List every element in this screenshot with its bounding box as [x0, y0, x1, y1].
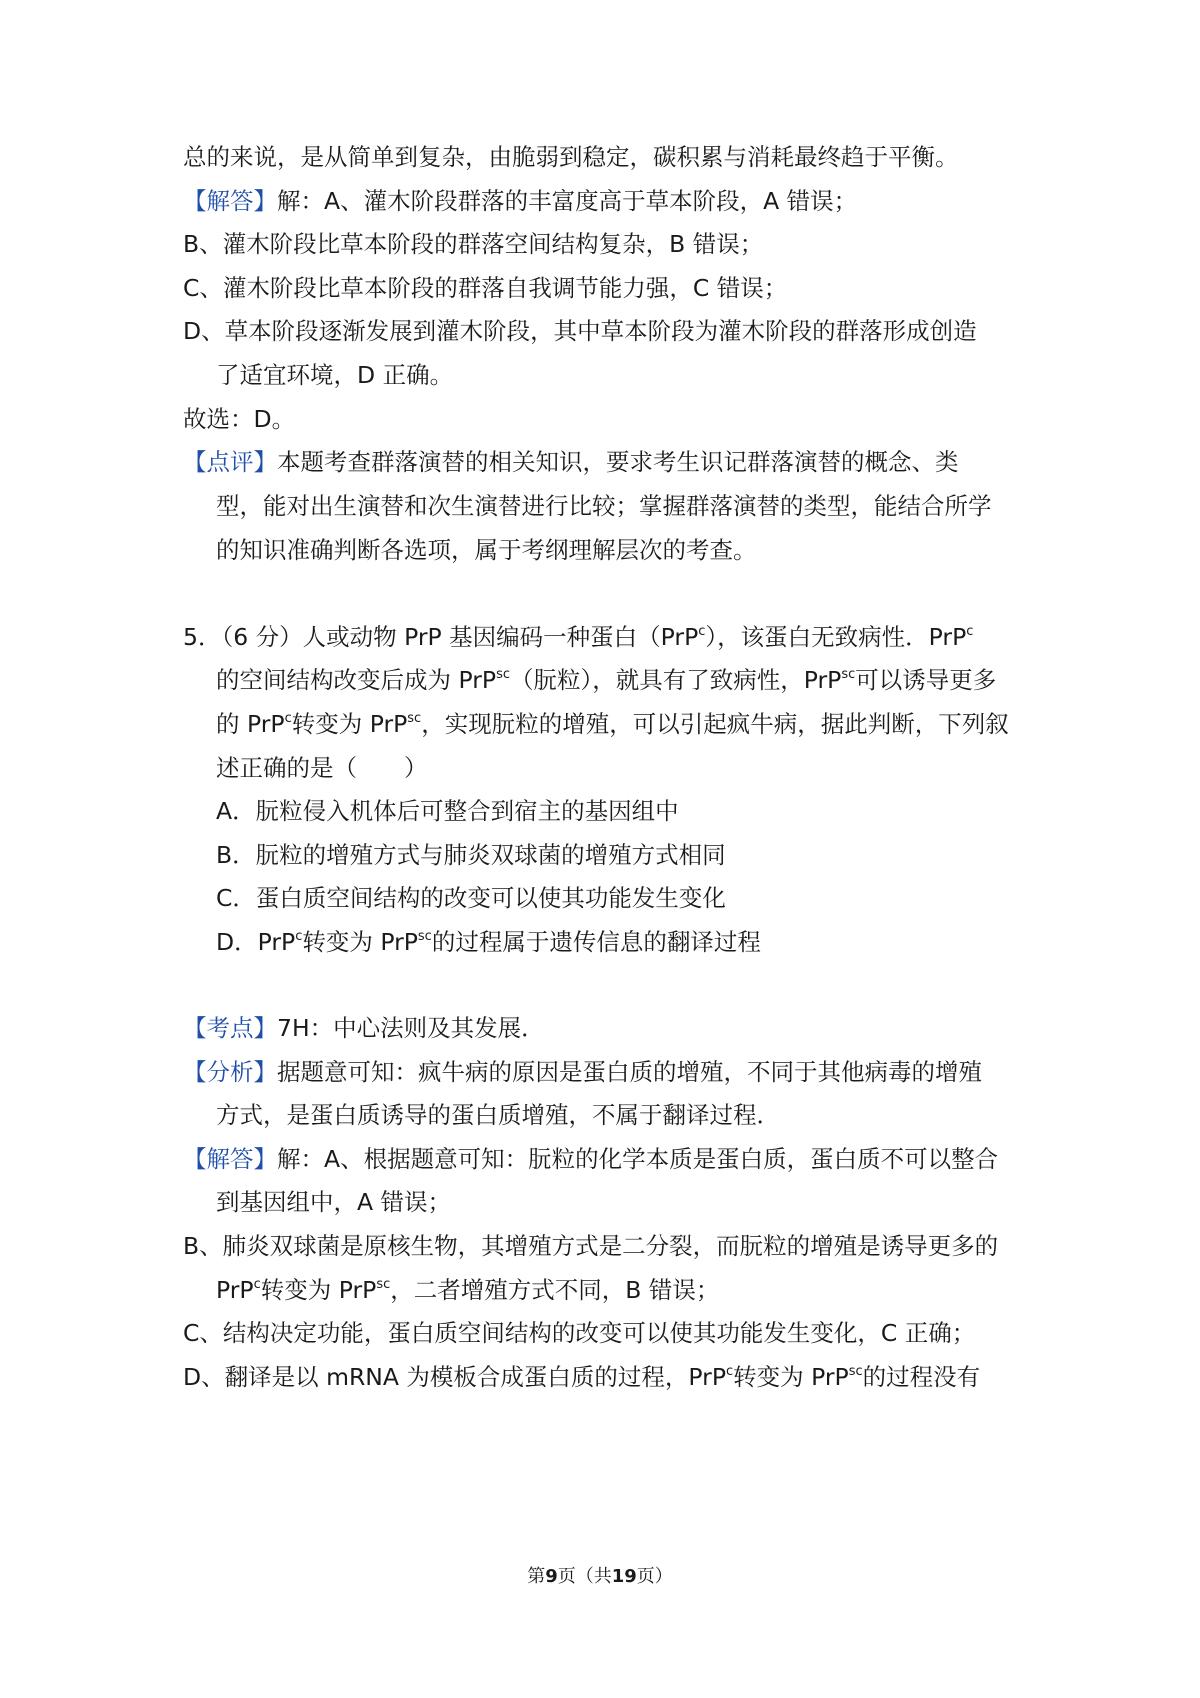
answer-line [183, 186, 857, 216]
text: 的过程没有 [862, 1363, 981, 1391]
kaodian-line [183, 1013, 545, 1043]
answer-line [183, 1231, 998, 1261]
superscript: sc [841, 667, 856, 682]
answer-line [183, 1362, 980, 1392]
text: 第 [527, 1566, 546, 1587]
text: C、灌木阶段比草本阶段的群落自我调节能力强，C 错误； [183, 274, 788, 302]
text: 解：A、根据题意可知：朊粒的化学本质是蛋白质，蛋白质不可以整合 [277, 1145, 999, 1173]
text: PrP [216, 1276, 254, 1304]
text: B．朊粒的增殖方式与肺炎双球菌的增殖方式相同 [216, 841, 726, 869]
superscript: c [726, 1364, 734, 1379]
text: A．朊粒侵入机体后可整合到宿主的基因组中 [216, 797, 679, 825]
text: 解：A、灌木阶段群落的丰富度高于草本阶段，A 错误； [277, 187, 858, 215]
text: 的空间结构改变后成为 PrP [216, 666, 497, 694]
superscript: sc [417, 929, 432, 944]
text: 了适宜环境，D 正确。 [216, 361, 454, 389]
option-d [216, 927, 761, 957]
text: 转变为 PrP [733, 1363, 849, 1391]
text: D、翻译是以 mRNA 为模板合成蛋白质的过程，PrP [183, 1363, 727, 1391]
section-tag-fenxi: 【分析】 [183, 1058, 277, 1086]
text: 的 PrP [216, 710, 285, 738]
text: 的过程属于遗传信息的翻译过程 [431, 928, 761, 956]
answer-line [216, 360, 453, 390]
section-tag-dianping: 【点评】 [183, 448, 277, 476]
answer-line [183, 1318, 975, 1348]
text: 述正确的是（ ） [216, 754, 428, 782]
comment-line [216, 491, 992, 521]
paragraph-line [183, 142, 959, 172]
text: 故选：D。 [183, 405, 296, 433]
superscript: c [966, 624, 974, 639]
text: B、肺炎双球菌是原核生物，其增殖方式是二分裂，而朊粒的增殖是诱导更多的 [183, 1232, 999, 1260]
answer-line [183, 1144, 998, 1174]
superscript: sc [496, 667, 510, 682]
text: 到基因组中，A 错误； [216, 1188, 452, 1216]
section-tag-jieda: 【解答】 [183, 1145, 277, 1173]
superscript: c [295, 929, 303, 944]
superscript: c [284, 711, 292, 726]
question-line [216, 709, 1009, 739]
text: 的知识准确判断各选项，属于考纲理解层次的考查。 [216, 536, 757, 564]
page-total: 19 [611, 1566, 637, 1587]
page-number: 9 [545, 1566, 558, 1587]
text: 页） [636, 1566, 673, 1587]
text: C．蛋白质空间结构的改变可以使其功能发生变化 [216, 884, 726, 912]
answer-choice [183, 404, 295, 434]
text: ，二者增殖方式不同，B 错误； [390, 1276, 720, 1304]
superscript: sc [848, 1364, 863, 1379]
answer-line [183, 273, 787, 303]
option-c [216, 883, 726, 913]
answer-line [183, 229, 763, 259]
section-tag-jieda: 【解答】 [183, 187, 277, 215]
text: 可以诱导更多 [855, 666, 997, 694]
text: 5．（6 分）人或动物 PrP 基因编码一种蛋白（PrP [183, 623, 699, 651]
superscript: sc [407, 711, 422, 726]
question-line [216, 753, 428, 783]
superscript: sc [376, 1277, 391, 1292]
superscript: c [698, 624, 706, 639]
text: 7H：中心法则及其发展． [277, 1014, 545, 1042]
text: 转变为 PrP [291, 710, 408, 738]
text: C、结构决定功能，蛋白质空间结构的改变可以使其功能发生变化，C 正确； [183, 1319, 976, 1347]
text: 型，能对出生演替和次生演替进行比较；掌握群落演替的类型，能结合所学 [216, 492, 992, 520]
answer-line [216, 1275, 719, 1305]
text: ，实现朊粒的增殖，可以引起疯牛病，据此判断，下列叙 [421, 710, 1009, 738]
text: 总的来说，是从简单到复杂，由脆弱到稳定，碳积累与消耗最终趋于平衡。 [183, 143, 959, 171]
answer-line [216, 1187, 451, 1217]
text: D．PrP [216, 928, 296, 956]
section-tag-kaodian: 【考点】 [183, 1014, 277, 1042]
analysis-line [183, 1057, 982, 1087]
question-line [216, 665, 996, 695]
text: 转变为 PrP [302, 928, 418, 956]
text: 据题意可知：疯牛病的原因是蛋白质的增殖，不同于其他病毒的增殖 [277, 1058, 982, 1086]
text: 本题考查群落演替的相关知识，要求考生识记群落演替的概念、类 [277, 448, 959, 476]
comment-line [216, 535, 757, 565]
text: D、草本阶段逐渐发展到灌木阶段，其中草本阶段为灌木阶段的群落形成创造 [183, 317, 977, 345]
text: 方式，是蛋白质诱导的蛋白质增殖，不属于翻译过程． [216, 1101, 780, 1129]
text: 转变为 PrP [260, 1276, 377, 1304]
comment-line [183, 447, 959, 477]
text: B、灌木阶段比草本阶段的群落空间结构复杂，B 错误； [183, 230, 764, 258]
text: 页（共 [557, 1566, 612, 1587]
analysis-line [216, 1100, 780, 1130]
text: （朊粒），就具有了致病性，PrP [509, 666, 842, 694]
option-b [216, 840, 726, 870]
option-a [216, 796, 679, 826]
text: ），该蛋白无致病性．PrP [705, 623, 967, 651]
answer-line [183, 316, 977, 346]
question-line [183, 622, 973, 652]
superscript: c [253, 1277, 261, 1292]
page-footer [0, 1565, 1200, 1589]
